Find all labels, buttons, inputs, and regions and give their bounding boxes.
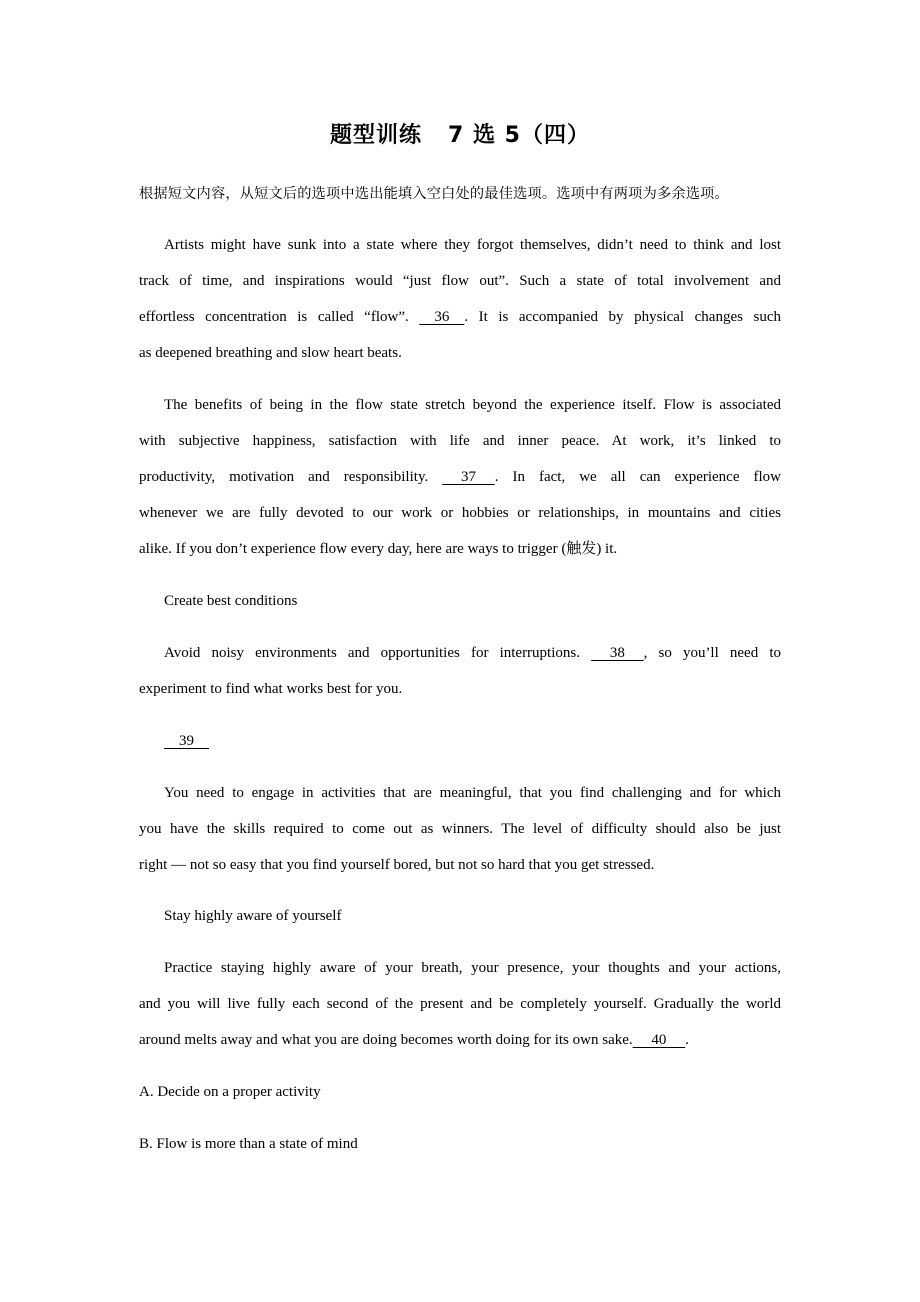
option-a: A. Decide on a proper activity — [139, 1084, 321, 1100]
paragraph-line: whenever we are fully devoted to our work or hobbies or relationships, in mountains and cities — [139, 505, 781, 521]
paragraph-line — [139, 1028, 781, 1052]
paragraph-line: and you will live fully each second of the present and be completely yourself. Gradually the world — [139, 996, 781, 1012]
text-segment: , so you’ll need to — [643, 645, 781, 661]
paragraph-line: You need to engage in activities that are meaningful, that you find challenging and for which — [164, 785, 781, 801]
paragraph-line: right — not so easy that you find yourself bored, but not so hard that you get stressed. — [139, 857, 655, 873]
blank-39: 39 — [164, 733, 209, 749]
blank-40: 40 — [632, 1032, 686, 1048]
title-main: 题型训练 — [330, 123, 423, 148]
text-segment: around melts away and what you are doing becomes worth doing for its own sake. — [139, 1032, 633, 1048]
paragraph-line: The benefits of being in the flow state stretch beyond the experience itself. Flow is associated — [164, 397, 781, 413]
paragraph-line: Practice staying highly aware of your breath, your presence, your thoughts and your actions, — [164, 960, 781, 976]
paragraph-line: experiment to find what works best for you. — [139, 681, 403, 697]
text-segment: effortless concentration is called “flow”. — [139, 309, 409, 325]
text-segment: Avoid noisy environments and opportunities for interruptions. — [164, 645, 580, 661]
paragraph-line: track of time, and inspirations would “just flow out”. Such a state of total involvement and — [139, 273, 781, 289]
blank-37: 37 — [442, 469, 495, 485]
instruction-text: 根据短文内容，从短文后的选项中选出能填入空白处的最佳选项。选项中有两项为多余选项。 — [139, 186, 729, 202]
section-heading: Create best conditions — [164, 593, 298, 609]
paragraph-line: you have the skills required to come out as winners. The level of difficulty should also be just — [139, 821, 781, 837]
title-sub: 7 选 5（四） — [448, 123, 590, 148]
paragraph-line: alike. If you don’t experience flow every day, here are ways to trigger (触发) it. — [139, 541, 618, 557]
blank-36: 36 — [419, 309, 465, 325]
paragraph-line — [164, 641, 781, 665]
blank-38: 38 — [591, 645, 644, 661]
page-title — [0, 120, 920, 152]
paragraph-line — [139, 465, 781, 489]
text-segment: productivity, motivation and responsibility. — [139, 469, 429, 485]
paragraph-line: Artists might have sunk into a state where they forgot themselves, didn’t need to think and lost — [164, 237, 781, 253]
section-heading-blank — [164, 729, 781, 753]
text-segment: . It is accompanied by physical changes such — [464, 309, 782, 325]
paragraph-line: with subjective happiness, satisfaction with life and inner peace. At work, it’s linked to — [139, 433, 781, 449]
paragraph-line: as deepened breathing and slow heart beats. — [139, 345, 402, 361]
text-segment: . In fact, we all can experience flow — [494, 469, 782, 485]
option-b: B. Flow is more than a state of mind — [139, 1136, 358, 1152]
text-segment: . — [685, 1032, 689, 1048]
paragraph-line — [139, 305, 781, 329]
section-heading: Stay highly aware of yourself — [164, 908, 342, 924]
